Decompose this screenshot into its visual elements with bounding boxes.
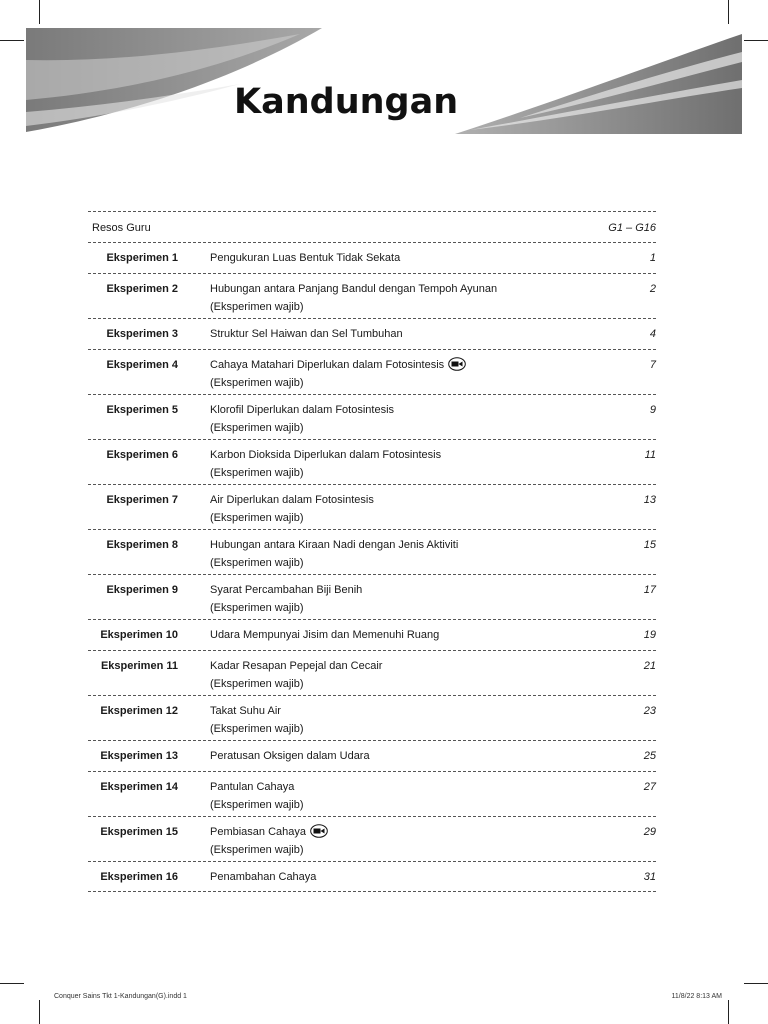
toc-entry-note: (Eksperimen wajib) bbox=[210, 602, 304, 614]
toc-page-number: 19 bbox=[643, 629, 656, 641]
toc-page-number: 13 bbox=[643, 494, 656, 506]
toc-entry-title bbox=[210, 581, 362, 617]
toc-entry-title-text: Peratusan Oksigen dalam Udara bbox=[210, 750, 370, 762]
toc-intro-page: G1 – G16 bbox=[608, 222, 656, 234]
toc-entry-title-text: Kadar Resapan Pepejal dan Cecair bbox=[210, 660, 383, 672]
video-camera-icon[interactable] bbox=[310, 824, 328, 838]
toc-entry-title bbox=[210, 823, 328, 859]
toc-entry-title-text: Penambahan Cahaya bbox=[210, 871, 317, 883]
toc-entry-note: (Eksperimen wajib) bbox=[210, 844, 304, 856]
toc-page-number: 2 bbox=[649, 283, 656, 295]
page-title: Kandungan bbox=[234, 82, 459, 122]
toc-entry-title bbox=[210, 657, 382, 693]
toc-experiment-label: Eksperimen 1 bbox=[106, 252, 178, 264]
toc-row[interactable] bbox=[88, 273, 656, 318]
toc-experiment-label: Eksperimen 7 bbox=[106, 494, 178, 506]
toc-entry-title bbox=[210, 325, 403, 343]
toc-entry-title bbox=[210, 868, 316, 886]
toc-page-number: 15 bbox=[643, 539, 656, 551]
toc-entry-note: (Eksperimen wajib) bbox=[210, 467, 304, 479]
toc-row[interactable] bbox=[88, 740, 656, 771]
toc-row[interactable] bbox=[88, 394, 656, 439]
toc-entry-title bbox=[210, 747, 370, 765]
toc-page-number: 17 bbox=[643, 584, 656, 596]
toc-entry-title-text: Air Diperlukan dalam Fotosintesis bbox=[210, 494, 374, 506]
toc-entry-title-text: Karbon Dioksida Diperlukan dalam Fotosintesis bbox=[210, 449, 442, 461]
toc-entry-note: (Eksperimen wajib) bbox=[210, 301, 304, 313]
toc-entry-note: (Eksperimen wajib) bbox=[210, 377, 304, 389]
crop-mark bbox=[0, 983, 24, 984]
toc-entry-title-text: Hubungan antara Kiraan Nadi dengan Jenis Aktiviti bbox=[210, 539, 459, 551]
toc-page-number: 1 bbox=[649, 252, 656, 264]
toc-page-number: 31 bbox=[643, 871, 656, 883]
header-swoosh-art bbox=[0, 0, 768, 150]
toc-entry-title bbox=[210, 280, 497, 316]
toc-page-number: 21 bbox=[643, 660, 656, 672]
toc-page-number: 11 bbox=[644, 449, 656, 461]
toc-entry-title-text: Syarat Percambahan Biji Benih bbox=[210, 584, 363, 596]
toc-experiment-label: Eksperimen 6 bbox=[106, 449, 178, 461]
toc-entry-title-text: Takat Suhu Air bbox=[210, 705, 281, 717]
toc-row[interactable] bbox=[88, 861, 656, 892]
toc-entry-title-text: Pengukuran Luas Bentuk Tidak Sekata bbox=[210, 252, 401, 264]
toc-page-number: 7 bbox=[649, 359, 656, 371]
toc-entry-note: (Eksperimen wajib) bbox=[210, 723, 304, 735]
toc-entry-note: (Eksperimen wajib) bbox=[210, 799, 304, 811]
toc-page-number: 27 bbox=[643, 781, 656, 793]
crop-mark bbox=[39, 1000, 40, 1024]
toc-entry-title-text: Struktur Sel Haiwan dan Sel Tumbuhan bbox=[210, 328, 403, 340]
toc-entry-note: (Eksperimen wajib) bbox=[210, 512, 304, 524]
crop-mark bbox=[728, 1000, 729, 1024]
toc-row[interactable] bbox=[88, 650, 656, 695]
toc-experiment-label: Eksperimen 10 bbox=[100, 629, 178, 641]
toc-page-number: 9 bbox=[649, 404, 656, 416]
toc-experiment-label: Eksperimen 9 bbox=[106, 584, 178, 596]
toc-entry-note: (Eksperimen wajib) bbox=[210, 678, 304, 690]
toc-entry-title-text: Udara Mempunyai Jisim dan Memenuhi Ruang bbox=[210, 629, 440, 641]
toc-experiment-label: Eksperimen 16 bbox=[100, 871, 178, 883]
toc-experiment-label: Eksperimen 3 bbox=[106, 328, 178, 340]
video-camera-icon[interactable] bbox=[448, 357, 466, 371]
toc-entry-title bbox=[210, 401, 394, 437]
toc-entry-title bbox=[210, 446, 441, 482]
toc-row[interactable] bbox=[88, 529, 656, 574]
toc-entry-title-text: Hubungan antara Panjang Bandul dengan Tempoh Ayunan bbox=[210, 283, 498, 295]
table-of-contents bbox=[88, 211, 656, 892]
toc-entry-title bbox=[210, 778, 304, 814]
toc-row[interactable] bbox=[88, 574, 656, 619]
toc-intro-title: Resos Guru bbox=[92, 222, 151, 234]
toc-row-intro[interactable] bbox=[88, 211, 656, 242]
toc-entry-title bbox=[210, 626, 439, 644]
toc-row[interactable] bbox=[88, 318, 656, 349]
toc-experiment-label: Eksperimen 4 bbox=[106, 359, 178, 371]
toc-page-number: 25 bbox=[643, 750, 656, 762]
toc-experiment-label: Eksperimen 11 bbox=[100, 660, 178, 672]
toc-experiment-label: Eksperimen 12 bbox=[100, 705, 178, 717]
toc-entry-note: (Eksperimen wajib) bbox=[210, 422, 304, 434]
footer-file-info: Conquer Sains Tkt 1-Kandungan(G).indd 1 bbox=[54, 993, 187, 1000]
toc-page-number: 23 bbox=[643, 705, 656, 717]
toc-row[interactable] bbox=[88, 439, 656, 484]
toc-experiment-label: Eksperimen 5 bbox=[106, 404, 178, 416]
toc-page-number: 4 bbox=[649, 328, 656, 340]
toc-page-number: 29 bbox=[643, 826, 656, 838]
toc-experiment-label: Eksperimen 14 bbox=[100, 781, 178, 793]
crop-mark bbox=[744, 983, 768, 984]
toc-entry-title-text: Pantulan Cahaya bbox=[210, 781, 295, 793]
toc-row[interactable] bbox=[88, 619, 656, 650]
toc-row[interactable] bbox=[88, 695, 656, 740]
toc-entry-title-text: Klorofil Diperlukan dalam Fotosintesis bbox=[210, 404, 395, 416]
toc-row[interactable] bbox=[88, 242, 656, 273]
toc-experiment-label: Eksperimen 13 bbox=[100, 750, 178, 762]
footer-timestamp: 11/8/22 8:13 AM bbox=[671, 993, 722, 1000]
toc-row[interactable] bbox=[88, 484, 656, 529]
toc-entry-title bbox=[210, 249, 400, 267]
toc-experiment-label: Eksperimen 8 bbox=[106, 539, 178, 551]
toc-entry-title bbox=[210, 356, 466, 392]
toc-entry-title bbox=[210, 491, 374, 527]
toc-row[interactable] bbox=[88, 771, 656, 816]
toc-entry-title-text: Cahaya Matahari Diperlukan dalam Fotosintesis bbox=[210, 359, 445, 371]
toc-experiment-label: Eksperimen 2 bbox=[106, 283, 178, 295]
toc-entry-title bbox=[210, 702, 304, 738]
toc-entry-title-text: Pembiasan Cahaya bbox=[210, 826, 307, 838]
toc-row[interactable] bbox=[88, 349, 656, 394]
toc-entry-title bbox=[210, 536, 458, 572]
toc-row[interactable] bbox=[88, 816, 656, 861]
toc-entry-note: (Eksperimen wajib) bbox=[210, 557, 304, 569]
toc-experiment-label: Eksperimen 15 bbox=[100, 826, 178, 838]
